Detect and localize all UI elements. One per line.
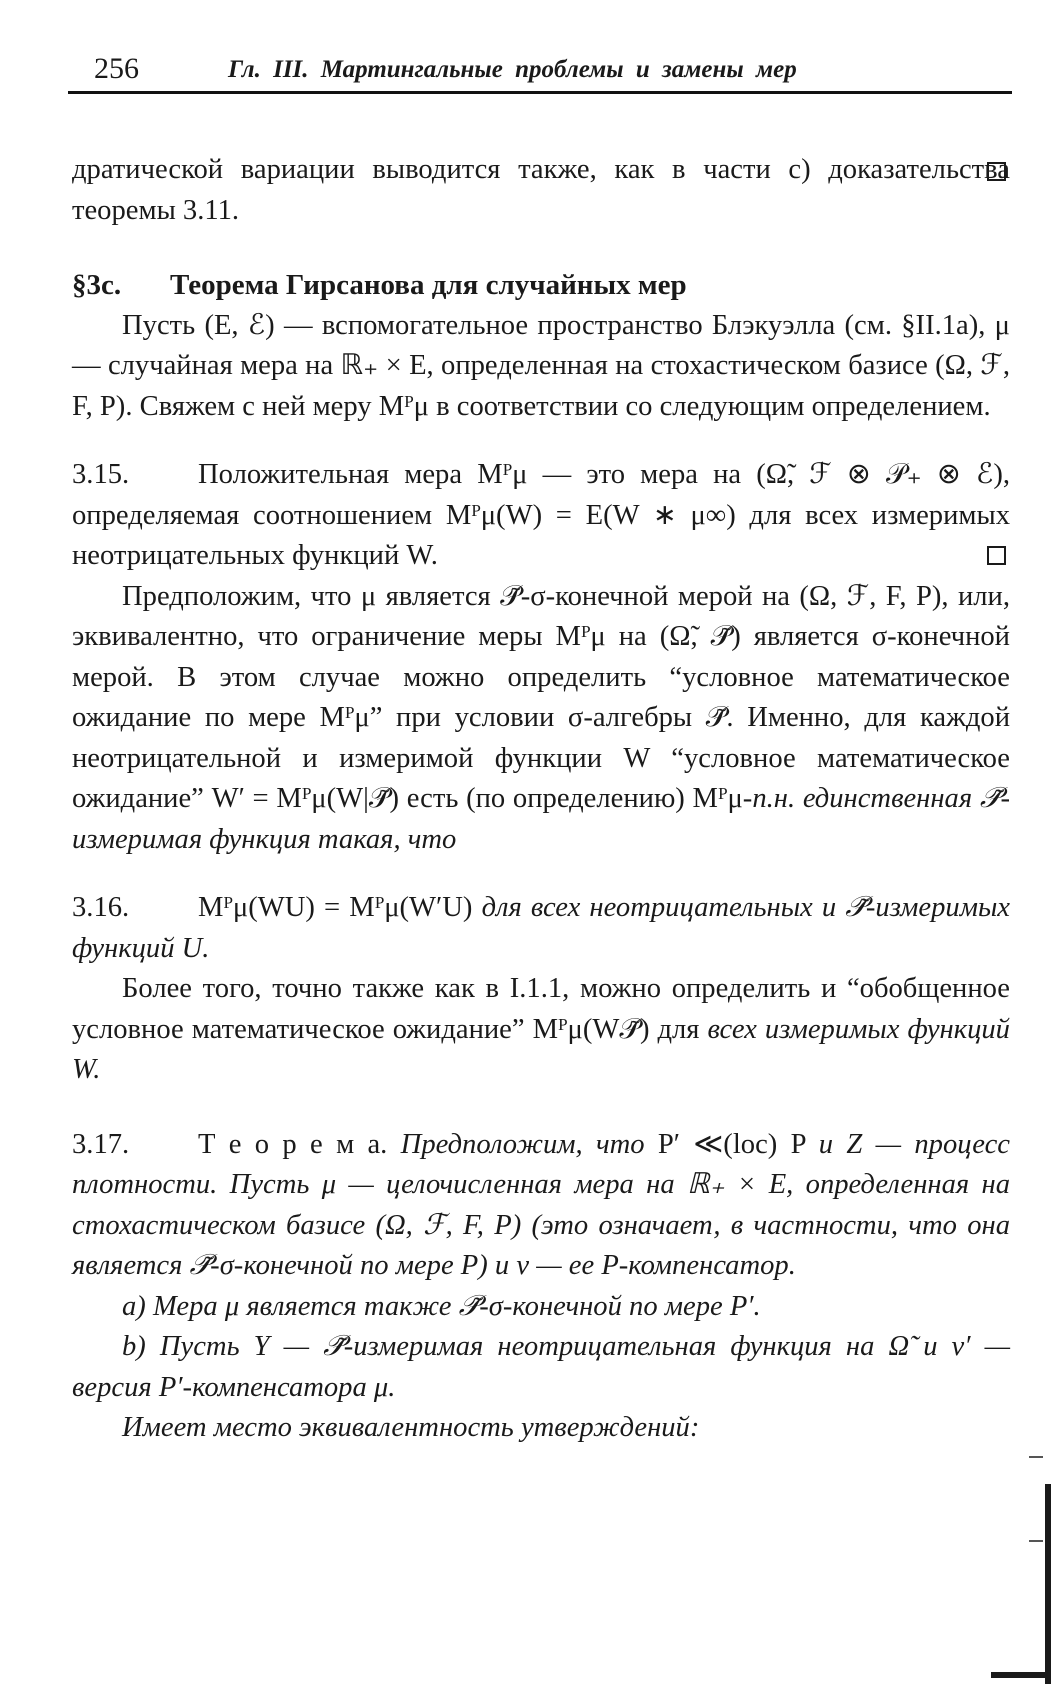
section-title: Теорема Гирсанова для случайных мер (170, 269, 687, 301)
theorem-text-start: Предположим, что (400, 1128, 645, 1160)
header-rule (68, 91, 1012, 94)
generalized-expectation-paragraph (72, 969, 1010, 1091)
definition-number: 3.15. (72, 459, 130, 490)
section-heading (72, 265, 1010, 306)
generalized-text: Более того, точно также как в I.1.1, можно определить и “обобщенное условное математическое ожидание” Mᴾμ(W𝒫̃) для (72, 973, 1010, 1045)
conditional-text: Предположим, что μ является 𝒫̃-σ-конечной мерой на (Ω, ℱ, F, P), или, эквивалентно, что ограничение меры Mᴾμ на (Ω̃, 𝒫̃) является σ-конечной мерой. В этом случае можно определить “условное математическое ожидание по мере Mᴾμ” при условии σ-алгебры 𝒫̃. Именно, для каждой неотрицательной и измеримой функции W “условное математическое ожидание” W′ = Mᴾμ(W|𝒫̃) есть (по определению) Mᴾμ- (72, 580, 1010, 814)
theorem-label: Т е о р е м а. (198, 1128, 388, 1160)
equation-formula: Mᴾμ(WU) = Mᴾμ(W′U) (198, 892, 473, 923)
definition-3-15 (72, 455, 1010, 577)
scan-edge-mark (1029, 1540, 1043, 1542)
page-number: 256 (94, 52, 139, 85)
scan-edge-bar (1045, 1484, 1051, 1684)
section-number: §3c. (72, 269, 122, 301)
theorem-3-17 (72, 1125, 1010, 1287)
conditional-italic-text: п.н. единственная 𝒫̃-измеримая функция такая, что (72, 783, 1011, 855)
scan-edge-bottom (991, 1672, 1051, 1678)
conditional-expectation-paragraph (72, 577, 1010, 861)
generalized-italic-text: всех измеримых функций W. (72, 1013, 1010, 1085)
page-body (72, 150, 1010, 1449)
intro-paragraph: Пусть (E, ℰ) — вспомогательное пространство Блэкуэлла (см. §II.1a), μ — случайная мера на ℝ₊ × E, определенная на стохастическом базисе (Ω, ℱ, F, P). Свяжем с ней меру Mᴾμ в соответствии со следующим определением. (72, 309, 1010, 422)
scan-edge-mark (1029, 1456, 1043, 1458)
theorem-item-b: b) Пусть Y — 𝒫̃-измеримая неотрицательная функция на Ω̃ и ν′ — версия P′-компенсатора μ. (72, 1331, 1010, 1403)
theorem-text-rest: и Z — процесс плотности. Пусть μ — целочисленная мера на ℝ₊ × E, определенная на стохастическом базисе (Ω, ℱ, F, P) (это означает, в частности, что она является 𝒫̃-σ-конечной по мере P) и ν — ее P-компенсатор. (72, 1128, 1010, 1281)
equation-condition: для всех неотрицательных и 𝒫̃-измеримых функций U. (72, 892, 1011, 964)
running-head: Гл. III. Мартингальные проблемы и замены мер (228, 56, 797, 83)
theorem-item-a: a) Мера μ является также 𝒫̃-σ-конечной по мере P′. (122, 1290, 761, 1322)
qed-square-icon (987, 546, 1006, 565)
equation-number: 3.16. (72, 892, 130, 923)
equation-3-16 (72, 888, 1010, 969)
continuation-paragraph (72, 150, 1010, 231)
page-header (94, 52, 1009, 92)
theorem-closing: Имеет место эквивалентность утверждений: (122, 1412, 700, 1443)
definition-text: Положительная мера Mᴾμ — это мера на (Ω̃, ℱ ⊗ 𝒫₊ ⊗ ℰ), определяемая соотношением Mᴾμ(W) = E(W ∗ μ∞) для всех измеримых неотрицательных функций W. (72, 459, 1010, 571)
theorem-formula: P′ ≪(loc) P (657, 1128, 806, 1160)
theorem-number: 3.17. (72, 1128, 130, 1160)
continuation-text: дратической вариации выводится также, как в части c) доказательства теоремы 3.11. (72, 154, 1010, 226)
qed-square-icon (987, 162, 1006, 181)
